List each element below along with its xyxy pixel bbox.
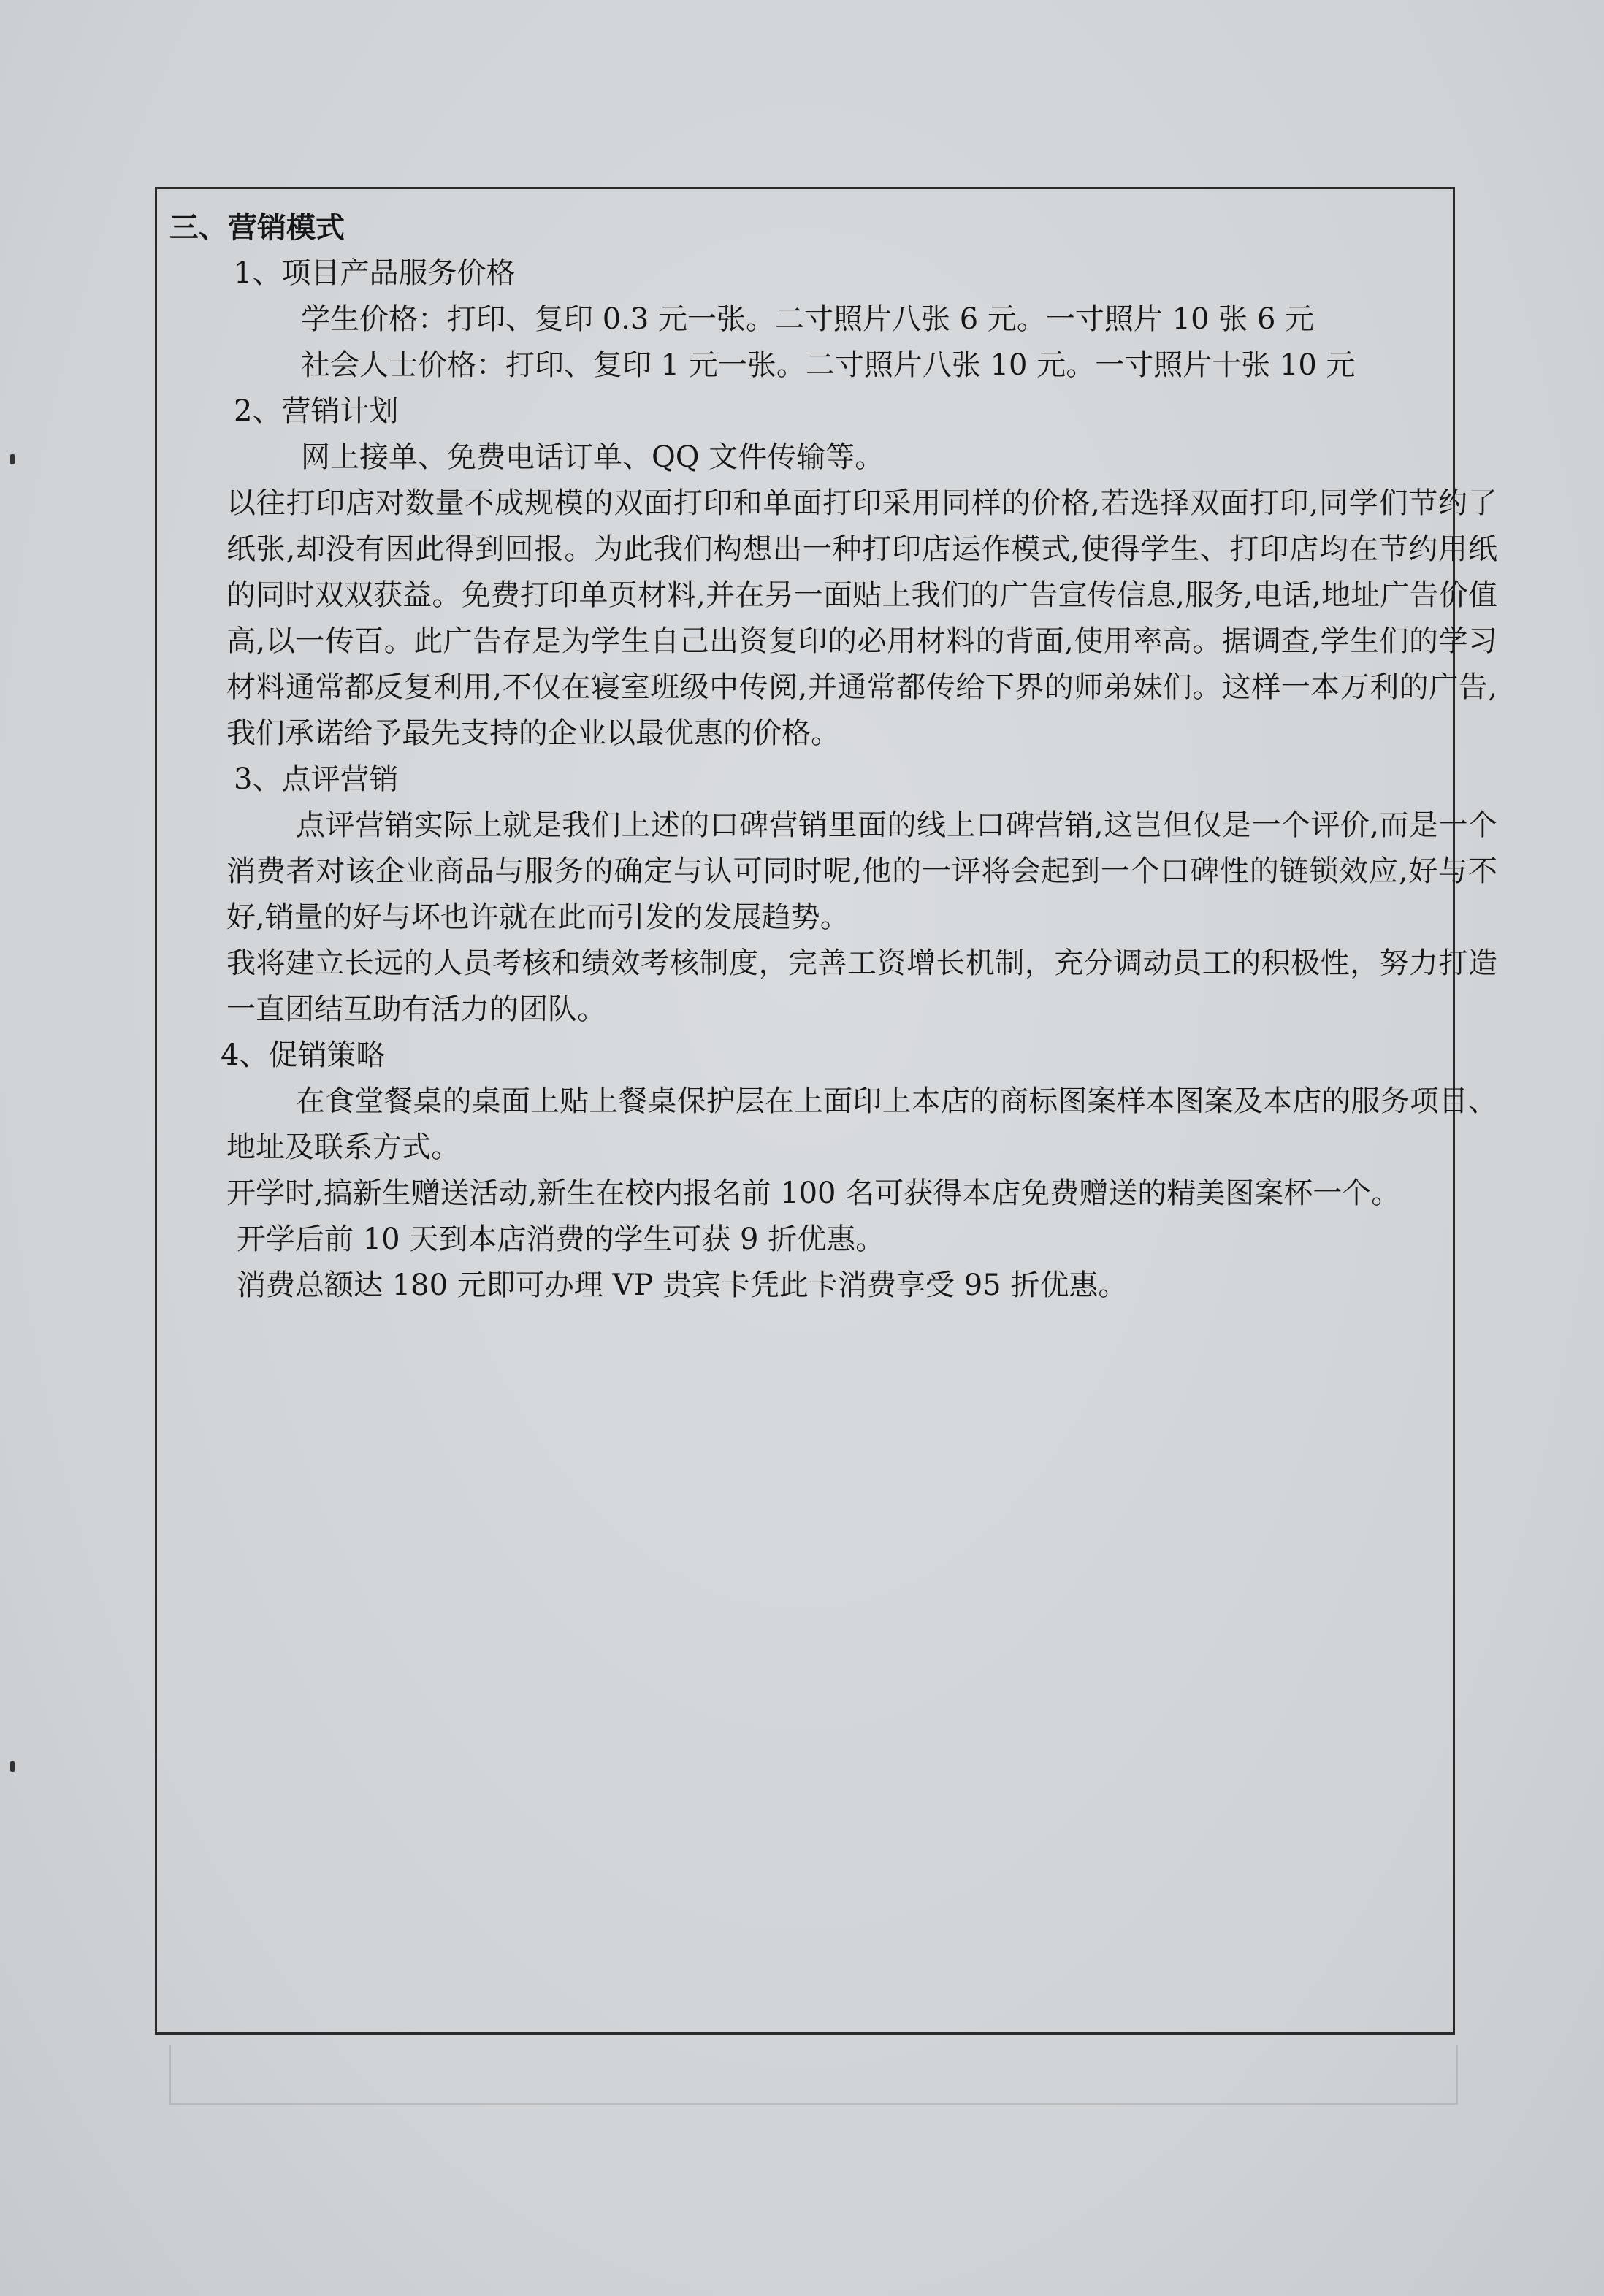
- review-extra: 我将建立长远的人员考核和绩效考核制度，完善工资增长机制，充分调动员工的积极性，努力打造一直团结互助有活力的团队。: [226, 946, 1497, 1026]
- student-price: 学生价格：打印、复印 0.3 元一张。二寸照片八张 6 元。一寸照片 10 张 6 元: [301, 302, 1315, 336]
- price-heading: 1、项目产品服务价格: [234, 256, 516, 290]
- staple-mark-top: [10, 454, 15, 464]
- plan-body: 以往打印店对数量不成规模的双面打印和单面打印采用同样的价格,若选择双面打印,同学们节约了纸张,却没有因此得到回报。为此我们构想出一种打印店运作模式,使得学生、打印店均在节约用纸的同时双双获益。免费打印单页材料,并在另一面贴上我们的广告宣传信息,服务,电话,地址广告价值高,以一传百。此广告存是为学生自己出资复印的必用材料的背面,使用率高。据调查,学生们的学习材料通常都反复利用,不仅在寝室班级中传阅,并通常都传给下界的师弟妹们。这样一本万利的广告,我们承诺给予最先支持的企业以最优惠的价格。: [226, 486, 1497, 750]
- bleed-through-box: [169, 2045, 1458, 2105]
- promo-freshmen: 开学时,搞新生赠送活动,新生在校内报名前 100 名可获得本店免费赠送的精美图案杯一个。: [226, 1176, 1401, 1210]
- plan-channels: 网上接单、免费电话订单、QQ 文件传输等。: [301, 440, 885, 474]
- public-price: 社会人士价格：打印、复印 1 元一张。二寸照片八张 10 元。一寸照片十张 10 元: [301, 348, 1356, 382]
- promo-vip: 消费总额达 180 元即可办理 VP 贵宾卡凭此卡消费享受 95 折优惠。: [237, 1268, 1128, 1302]
- promo-body: 在食堂餐桌的桌面上贴上餐桌保护层在上面印上本店的商标图案样本图案及本店的服务项目、地址及联系方式。: [226, 1084, 1497, 1164]
- promo-discount: 开学后前 10 天到本店消费的学生可获 9 折优惠。: [237, 1222, 885, 1256]
- promo-heading: 4、促销策略: [221, 1038, 386, 1072]
- document-body: [169, 204, 1497, 1309]
- section-title: 三、营销模式: [169, 210, 345, 245]
- review-body: 点评营销实际上就是我们上述的口碑营销里面的线上口碑营销,这岂但仅是一个评价,而是一个消费者对该企业商品与服务的确定与认可同时呢,他的一评将会起到一个口碑性的链锁效应,好与不好,销量的好与坏也许就在此而引发的发展趋势。: [226, 808, 1497, 934]
- review-heading: 3、点评营销: [234, 762, 399, 796]
- staple-mark-bottom: [10, 1761, 15, 1772]
- plan-heading: 2、营销计划: [234, 394, 399, 428]
